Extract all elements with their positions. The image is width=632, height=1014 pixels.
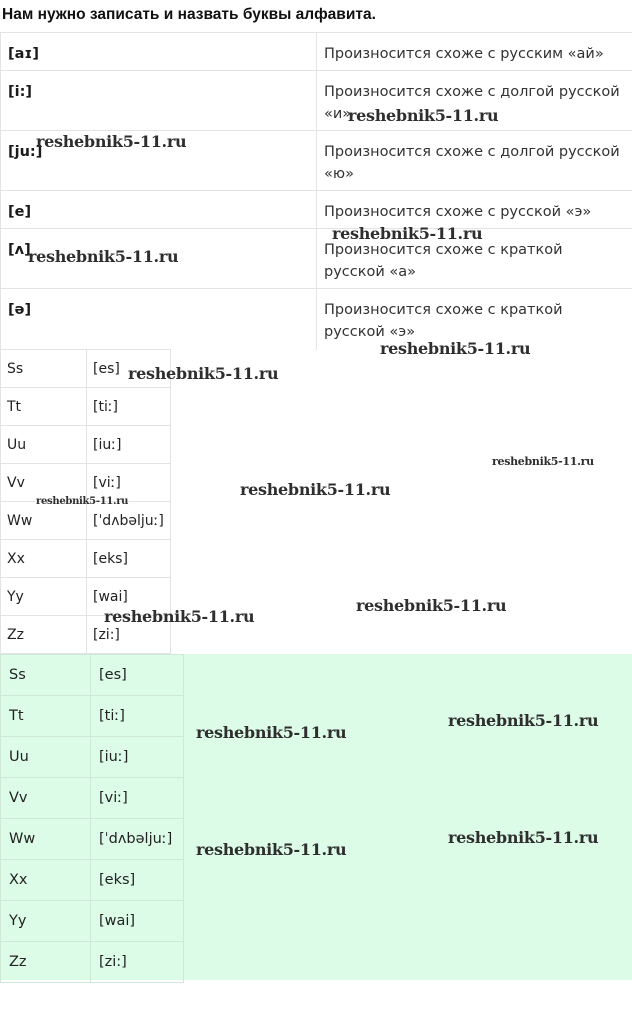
transcription-cell: [iuː] <box>91 737 184 778</box>
transcription-cell: [wai] <box>91 901 184 942</box>
transcription-cell: [viː] <box>91 778 184 819</box>
watermark: reshebnik5-11.ru <box>348 106 499 125</box>
sound-description: Произносится схоже с русской «э» <box>317 191 632 229</box>
letter-cell: Xx <box>1 860 91 901</box>
table-row <box>1 737 184 778</box>
transcription-cell: [viː] <box>87 464 171 502</box>
table-row <box>1 778 184 819</box>
table-row <box>1 388 171 426</box>
transcription-cell: [ˈdʌbəljuː] <box>87 502 171 540</box>
table-row <box>1 655 184 696</box>
watermark: reshebnik5-11.ru <box>104 607 255 626</box>
watermark: reshebnik5-11.ru <box>356 596 507 615</box>
watermark: reshebnik5-11.ru <box>28 247 179 266</box>
table-row <box>1 942 184 983</box>
page-heading: Нам нужно записать и назвать буквы алфавита. <box>2 6 376 23</box>
watermark: reshebnik5-11.ru <box>380 339 531 358</box>
letter-cell: Ww <box>1 502 87 540</box>
transcription-cell: [tiː] <box>87 388 171 426</box>
watermark: reshebnik5-11.ru <box>492 455 594 468</box>
watermark: reshebnik5-11.ru <box>36 496 129 507</box>
letter-cell: Vv <box>1 464 87 502</box>
transcription-cell: [zi:] <box>91 942 184 983</box>
watermark: reshebnik5-11.ru <box>196 723 347 742</box>
watermark: reshebnik5-11.ru <box>240 480 391 499</box>
watermark: reshebnik5-11.ru <box>448 828 599 847</box>
transcription-cell: [es] <box>91 655 184 696</box>
letter-cell: Tt <box>1 388 87 426</box>
table-row <box>1 426 171 464</box>
sound-symbol: [ʌ] <box>1 229 317 289</box>
letter-cell: Uu <box>1 426 87 464</box>
table-row <box>1 191 632 229</box>
transcription-cell: [es] <box>87 350 171 388</box>
sound-description: Произносится схоже с долгой русской «и» <box>317 71 632 131</box>
watermark: reshebnik5-11.ru <box>448 711 599 730</box>
letters-table-green <box>0 654 184 983</box>
table-row <box>1 696 184 737</box>
sound-description: Произносится схоже с долгой русской «ю» <box>317 131 632 191</box>
sound-symbol: [ə] <box>1 289 317 350</box>
transcription-cell: [zi:] <box>87 616 171 654</box>
letter-cell: Yy <box>1 901 91 942</box>
letter-cell: Tt <box>1 696 91 737</box>
table-row <box>1 502 171 540</box>
table-row <box>1 33 632 71</box>
table-row <box>1 819 184 860</box>
table-row <box>1 860 184 901</box>
transcription-cell: [ˈdʌbəljuː] <box>91 819 184 860</box>
transcription-cell: [tiː] <box>91 696 184 737</box>
sound-symbol: [ju:] <box>1 131 317 191</box>
sound-symbol: [e] <box>1 191 317 229</box>
letter-cell: Xx <box>1 540 87 578</box>
letter-cell: Zz <box>1 942 91 983</box>
sounds-table <box>0 32 632 350</box>
letter-cell: Ww <box>1 819 91 860</box>
sound-description: Произносится схоже с краткой русской «э» <box>317 289 632 350</box>
transcription-cell: [iuː] <box>87 426 171 464</box>
watermark: reshebnik5-11.ru <box>36 132 187 151</box>
letter-cell: Ss <box>1 350 87 388</box>
sound-symbol: [i:] <box>1 71 317 131</box>
table-row <box>1 71 632 131</box>
letter-cell: Vv <box>1 778 91 819</box>
transcription-cell: [wai] <box>87 578 171 616</box>
watermark: reshebnik5-11.ru <box>128 364 279 383</box>
letter-cell: Zz <box>1 616 87 654</box>
transcription-cell: [eks] <box>87 540 171 578</box>
sound-description: Произносится схоже с русским «ай» <box>317 33 632 71</box>
letter-cell: Yy <box>1 578 87 616</box>
letter-cell: Uu <box>1 737 91 778</box>
watermark: reshebnik5-11.ru <box>196 840 347 859</box>
sound-description: Произносится схоже с краткой русской «а» <box>317 229 632 289</box>
table-row <box>1 901 184 942</box>
transcription-cell: [eks] <box>91 860 184 901</box>
watermark: reshebnik5-11.ru <box>332 224 483 243</box>
table-row <box>1 289 632 350</box>
sound-symbol: [aɪ] <box>1 33 317 71</box>
letter-cell: Ss <box>1 655 91 696</box>
table-row <box>1 540 171 578</box>
